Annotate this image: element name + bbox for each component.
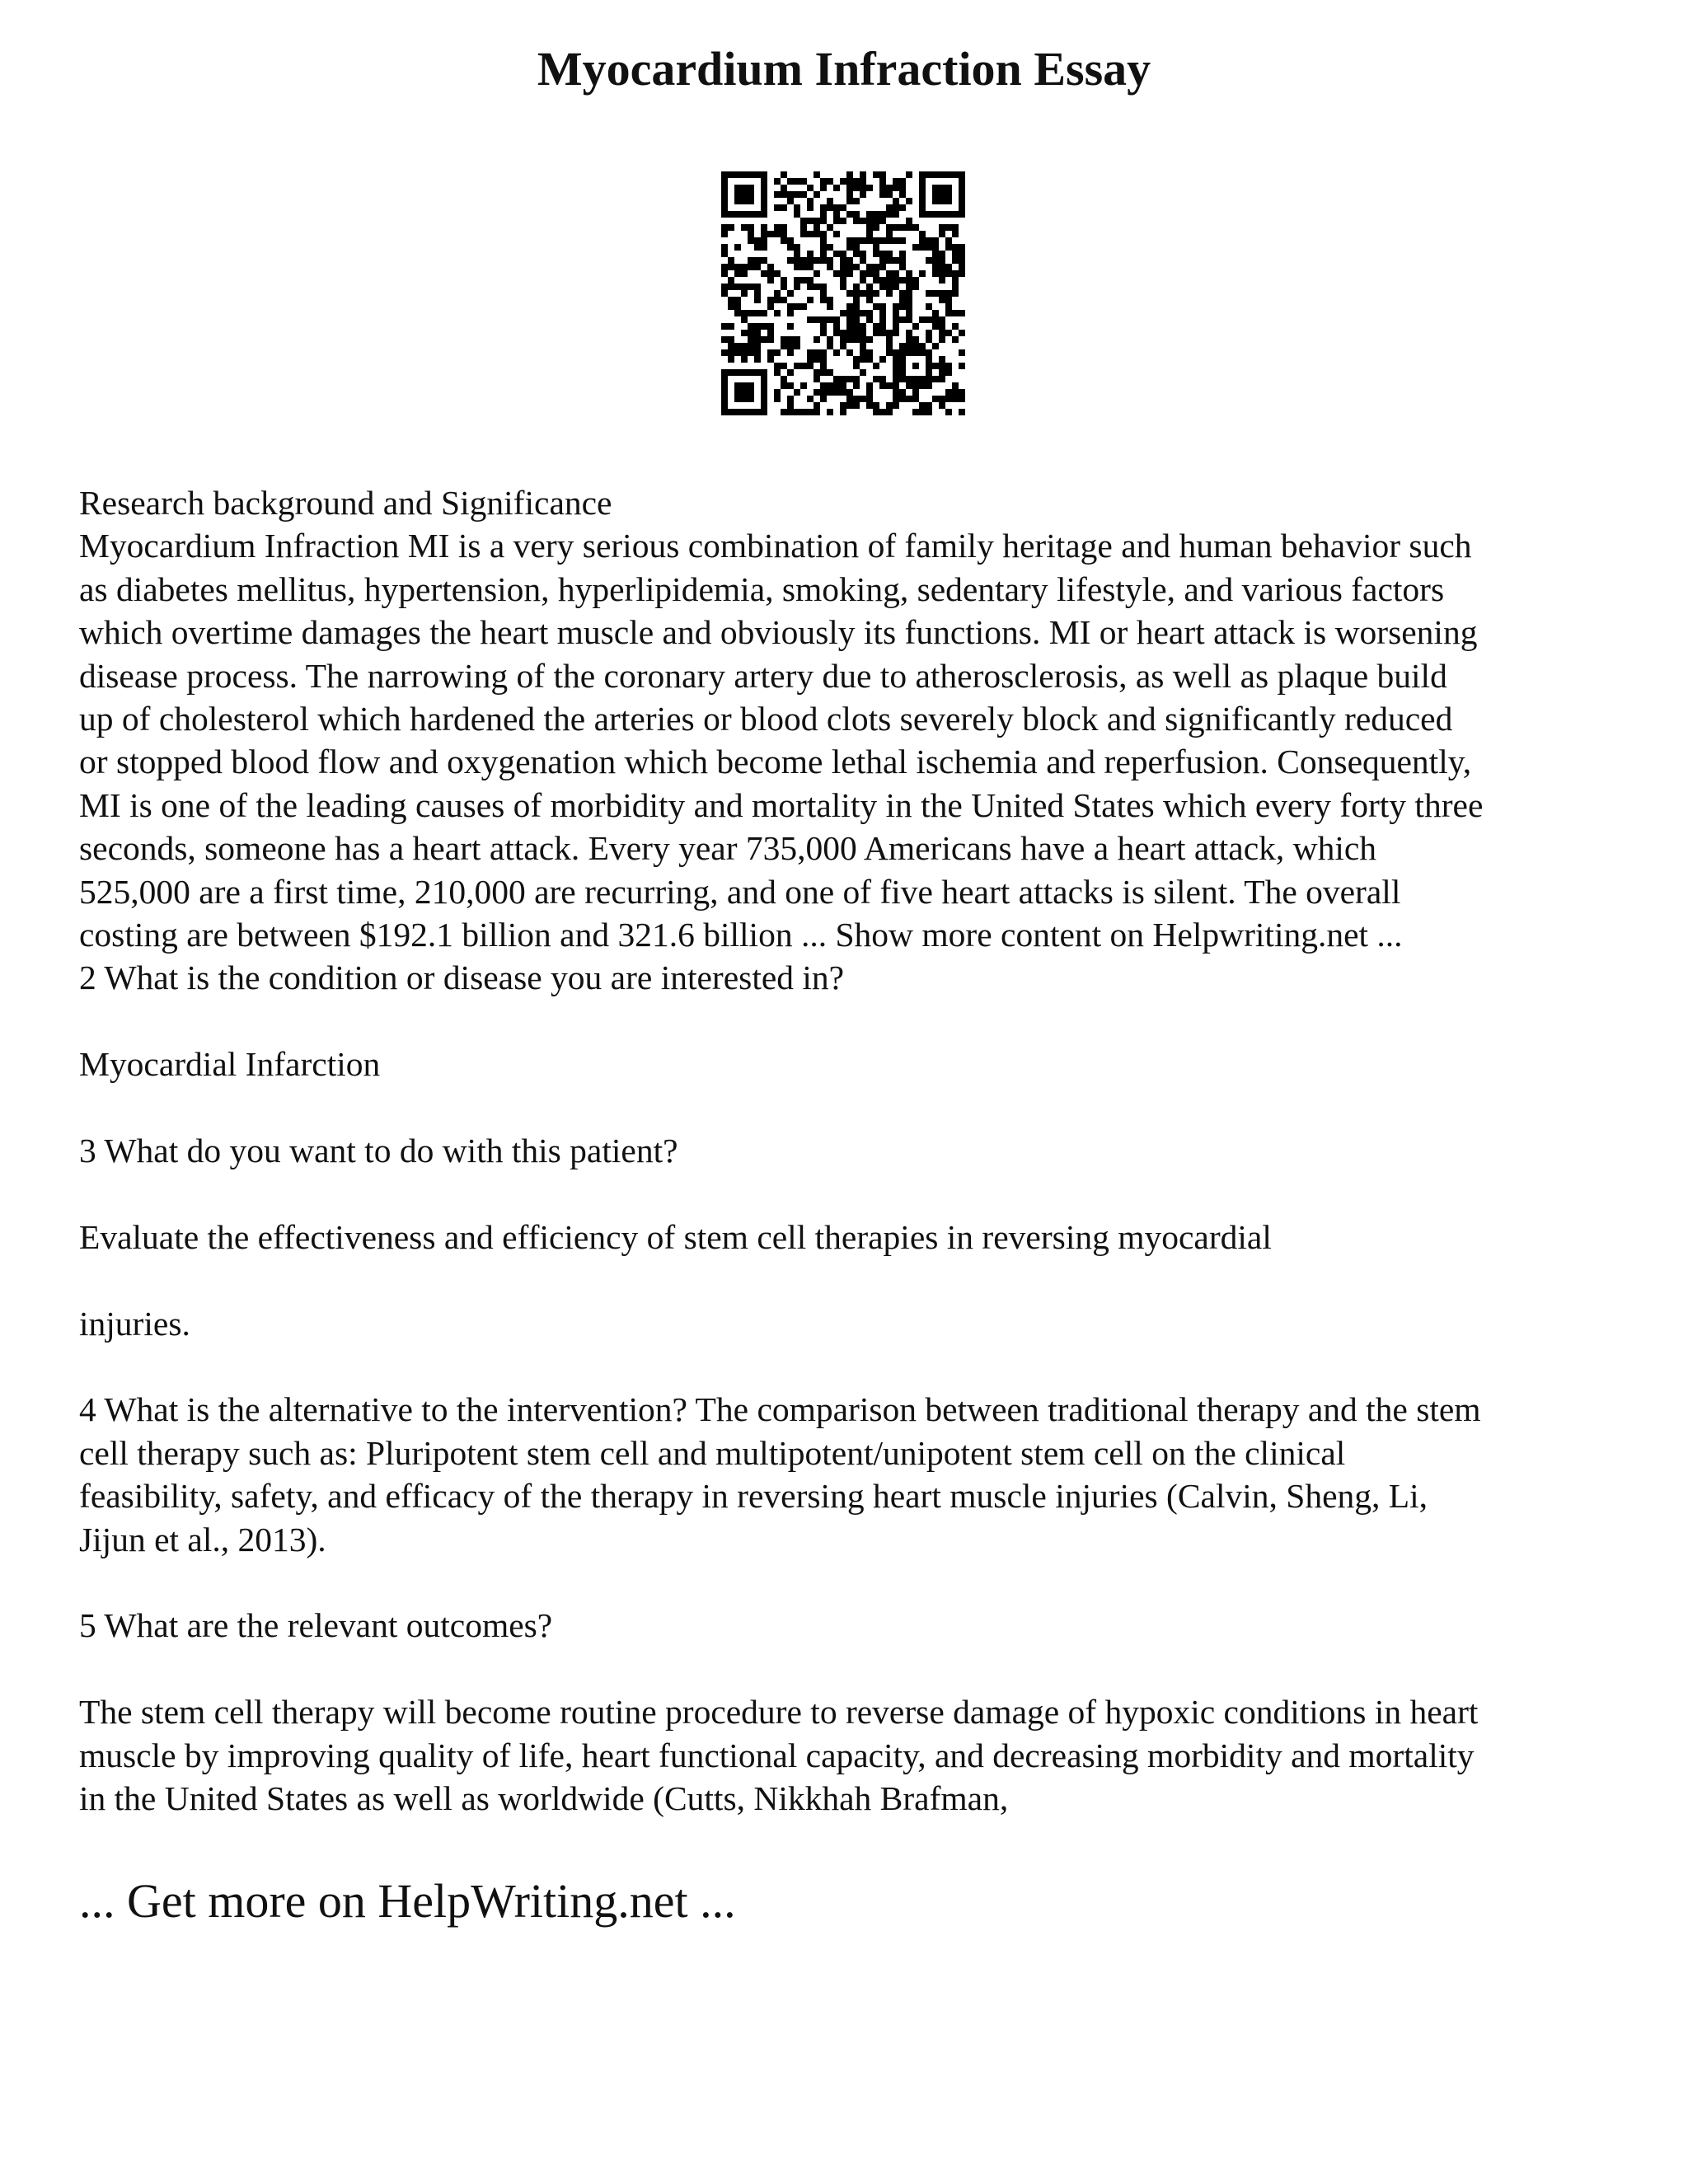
body-line: 5 What are the relevant outcomes? bbox=[79, 1606, 553, 1645]
body-line: Myocardium Infraction MI is a very serious combination of family heritage and human behavior such bbox=[79, 527, 1472, 565]
body-line: feasibility, safety, and efficacy of the therapy in reversing heart muscle injuries (Calvin, Sheng, Li, bbox=[79, 1477, 1428, 1516]
qr-code-icon bbox=[721, 171, 965, 415]
body-line: Evaluate the effectiveness and efficiency of stem cell therapies in reversing myocardial bbox=[79, 1217, 1272, 1256]
essay-body bbox=[79, 481, 1629, 1820]
blank-line bbox=[79, 1258, 1629, 1301]
body-line: or stopped blood flow and oxygenation which become lethal ischemia and reperfusion. Consequently, bbox=[79, 743, 1472, 781]
body-line: cell therapy such as: Pluripotent stem cell and multipotent/unipotent stem cell on the clinical bbox=[79, 1433, 1346, 1472]
body-line: disease process. The narrowing of the coronary artery due to atherosclerosis, as well as plaque build bbox=[79, 656, 1447, 695]
blank-line bbox=[79, 1561, 1629, 1604]
body-line: 525,000 are a first time, 210,000 are recurring, and one of five heart attacks is silent. The overall bbox=[79, 872, 1401, 911]
body-line: Myocardial Infarction bbox=[79, 1045, 381, 1084]
body-line: muscle by improving quality of life, heart functional capacity, and decreasing morbidity and mortality bbox=[79, 1736, 1475, 1774]
body-line: MI is one of the leading causes of morbidity and mortality in the United States which every forty three bbox=[79, 785, 1484, 824]
blank-line bbox=[79, 1647, 1629, 1690]
body-line: The stem cell therapy will become routine procedure to reverse damage of hypoxic conditions in heart bbox=[79, 1693, 1479, 1732]
body-line: Research background and Significance bbox=[79, 484, 612, 522]
blank-line bbox=[79, 1000, 1629, 1043]
body-line: seconds, someone has a heart attack. Every year 735,000 Americans have a heart attack, which bbox=[79, 829, 1377, 868]
blank-line bbox=[79, 1345, 1629, 1388]
body-line: as diabetes mellitus, hypertension, hyperlipidemia, smoking, sedentary lifestyle, and various factors bbox=[79, 569, 1445, 608]
blank-line bbox=[79, 1172, 1629, 1215]
body-line: Jijun et al., 2013). bbox=[79, 1520, 326, 1558]
body-line: which overtime damages the heart muscle and obviously its functions. MI or heart attack is worsening bbox=[79, 613, 1478, 652]
body-line: injuries. bbox=[79, 1304, 190, 1343]
body-line: costing are between $192.1 billion and 321.6 billion ... Show more content on Helpwriting.net ... bbox=[79, 916, 1403, 954]
body-line: 3 What do you want to do with this patient? bbox=[79, 1132, 678, 1170]
page-title: Myocardium Infraction Essay bbox=[537, 42, 1151, 96]
body-line: 2 What is the condition or disease you are interested in? bbox=[79, 958, 845, 997]
get-more-link[interactable]: ... Get more on HelpWriting.net ... bbox=[79, 1874, 736, 1928]
body-line: 4 What is the alternative to the intervention? The comparison between traditional therapy and the stem bbox=[79, 1390, 1481, 1429]
body-line: up of cholesterol which hardened the arteries or blood clots severely block and significantly reduced bbox=[79, 700, 1453, 738]
blank-line bbox=[79, 1086, 1629, 1129]
body-line: in the United States as well as worldwide (Cutts, Nikkhah Brafman, bbox=[79, 1779, 1009, 1818]
